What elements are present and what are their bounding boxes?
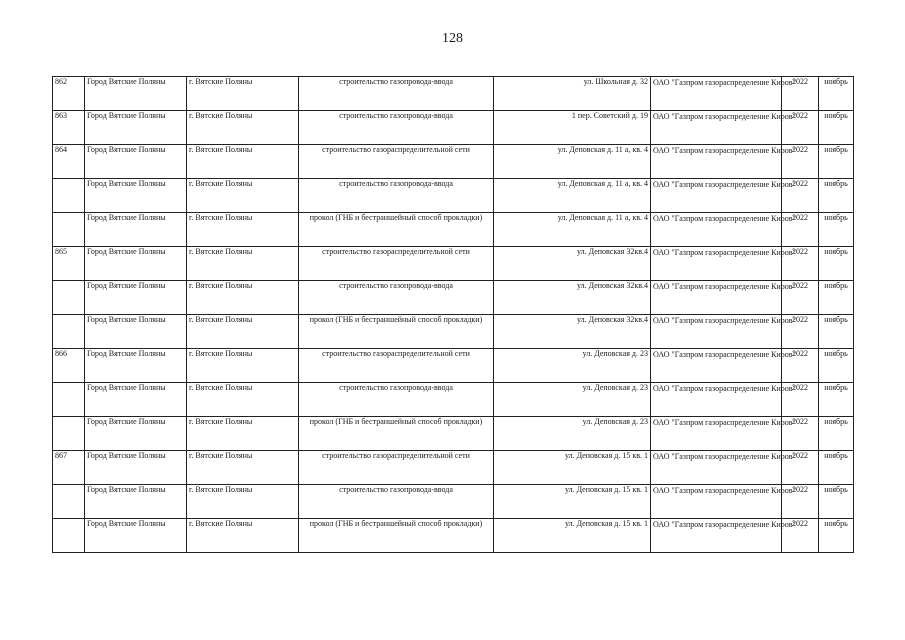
address-cell: ул. Деповская д. 11 а, кв. 4 xyxy=(494,179,651,213)
organization-cell: ОАО "Газпром газораспределение Киров" xyxy=(651,485,782,519)
page-number: 128 xyxy=(442,31,463,46)
settlement-cell: г. Вятские Поляны xyxy=(187,77,299,111)
address-cell: ул. Деповская д. 15 кв. 1 xyxy=(494,485,651,519)
work-type-cell: строительство газопровода-ввода xyxy=(299,111,494,145)
municipality-cell: Город Вятские Поляны xyxy=(85,281,187,315)
municipality-cell: Город Вятские Поляны xyxy=(85,315,187,349)
table-row xyxy=(53,485,854,519)
settlement-cell: г. Вятские Поляны xyxy=(187,145,299,179)
organization-cell: ОАО "Газпром газораспределение Киров" xyxy=(651,111,782,145)
year-cell: 2022 xyxy=(782,315,819,349)
work-type-cell: строительство газопровода-ввода xyxy=(299,179,494,213)
settlement-cell: г. Вятские Поляны xyxy=(187,281,299,315)
settlement-cell: г. Вятские Поляны xyxy=(187,111,299,145)
year-cell: 2022 xyxy=(782,77,819,111)
month-cell: ноябрь xyxy=(819,383,854,417)
row-number-cell: 865 xyxy=(53,247,85,281)
organization-cell: ОАО "Газпром газораспределение Киров" xyxy=(651,213,782,247)
table-row xyxy=(53,451,854,485)
address-cell: ул. Деповская д. 11 а, кв. 4 xyxy=(494,145,651,179)
work-type-cell: строительство газопровода-ввода xyxy=(299,383,494,417)
organization-cell: ОАО "Газпром газораспределение Киров" xyxy=(651,247,782,281)
work-type-cell: строительство газопровода-ввода xyxy=(299,281,494,315)
work-type-cell: строительство газораспределительной сети xyxy=(299,145,494,179)
municipality-cell: Город Вятские Поляны xyxy=(85,179,187,213)
address-cell: ул. Деповская 32кв.4 xyxy=(494,281,651,315)
work-type-cell: строительство газораспределительной сети xyxy=(299,349,494,383)
month-cell: ноябрь xyxy=(819,451,854,485)
month-cell: ноябрь xyxy=(819,315,854,349)
table-row xyxy=(53,179,854,213)
organization-cell: ОАО "Газпром газораспределение Киров" xyxy=(651,77,782,111)
month-cell: ноябрь xyxy=(819,485,854,519)
table-body xyxy=(53,77,854,553)
row-number-cell: 866 xyxy=(53,349,85,383)
table-row xyxy=(53,111,854,145)
month-cell: ноябрь xyxy=(819,77,854,111)
settlement-cell: г. Вятские Поляны xyxy=(187,179,299,213)
year-cell: 2022 xyxy=(782,247,819,281)
year-cell: 2022 xyxy=(782,281,819,315)
table-row xyxy=(53,417,854,451)
year-cell: 2022 xyxy=(782,485,819,519)
row-number-cell xyxy=(53,281,85,315)
table-row xyxy=(53,77,854,111)
work-type-cell: прокол (ГНБ и бестраншейный способ прокладки) xyxy=(299,519,494,553)
work-type-cell: прокол (ГНБ и бестраншейный способ прокладки) xyxy=(299,315,494,349)
settlement-cell: г. Вятские Поляны xyxy=(187,247,299,281)
municipality-cell: Город Вятские Поляны xyxy=(85,519,187,553)
year-cell: 2022 xyxy=(782,417,819,451)
month-cell: ноябрь xyxy=(819,179,854,213)
row-number-cell xyxy=(53,485,85,519)
settlement-cell: г. Вятские Поляны xyxy=(187,349,299,383)
municipality-cell: Город Вятские Поляны xyxy=(85,451,187,485)
table-row xyxy=(53,383,854,417)
address-cell: ул. Деповская 32кв.4 xyxy=(494,247,651,281)
table-row xyxy=(53,349,854,383)
month-cell: ноябрь xyxy=(819,417,854,451)
row-number-cell xyxy=(53,519,85,553)
settlement-cell: г. Вятские Поляны xyxy=(187,451,299,485)
address-cell: 1 пер. Советский д. 19 xyxy=(494,111,651,145)
row-number-cell: 864 xyxy=(53,145,85,179)
municipality-cell: Город Вятские Поляны xyxy=(85,383,187,417)
municipality-cell: Город Вятские Поляны xyxy=(85,213,187,247)
address-cell: ул. Деповская д. 15 кв. 1 xyxy=(494,451,651,485)
work-type-cell: прокол (ГНБ и бестраншейный способ прокладки) xyxy=(299,213,494,247)
organization-cell: ОАО "Газпром газораспределение Киров" xyxy=(651,519,782,553)
organization-cell: ОАО "Газпром газораспределение Киров" xyxy=(651,281,782,315)
row-number-cell: 863 xyxy=(53,111,85,145)
month-cell: ноябрь xyxy=(819,247,854,281)
settlement-cell: г. Вятские Поляны xyxy=(187,519,299,553)
settlement-cell: г. Вятские Поляны xyxy=(187,383,299,417)
address-cell: ул. Деповская д. 23 xyxy=(494,417,651,451)
month-cell: ноябрь xyxy=(819,519,854,553)
address-cell: ул. Школьная д. 32 xyxy=(494,77,651,111)
year-cell: 2022 xyxy=(782,519,819,553)
row-number-cell xyxy=(53,315,85,349)
row-number-cell: 867 xyxy=(53,451,85,485)
address-cell: ул. Деповская 32кв.4 xyxy=(494,315,651,349)
year-cell: 2022 xyxy=(782,349,819,383)
row-number-cell: 862 xyxy=(53,77,85,111)
month-cell: ноябрь xyxy=(819,281,854,315)
settlement-cell: г. Вятские Поляны xyxy=(187,417,299,451)
month-cell: ноябрь xyxy=(819,349,854,383)
settlement-cell: г. Вятские Поляны xyxy=(187,213,299,247)
year-cell: 2022 xyxy=(782,111,819,145)
row-number-cell xyxy=(53,383,85,417)
organization-cell: ОАО "Газпром газораспределение Киров" xyxy=(651,451,782,485)
table-row xyxy=(53,281,854,315)
organization-cell: ОАО "Газпром газораспределение Киров" xyxy=(651,349,782,383)
work-type-cell: строительство газораспределительной сети xyxy=(299,247,494,281)
organization-cell: ОАО "Газпром газораспределение Киров" xyxy=(651,315,782,349)
table-row xyxy=(53,247,854,281)
year-cell: 2022 xyxy=(782,179,819,213)
year-cell: 2022 xyxy=(782,145,819,179)
table-row xyxy=(53,519,854,553)
row-number-cell xyxy=(53,213,85,247)
organization-cell: ОАО "Газпром газораспределение Киров" xyxy=(651,145,782,179)
address-cell: ул. Деповская д. 23 xyxy=(494,349,651,383)
municipality-cell: Город Вятские Поляны xyxy=(85,247,187,281)
address-cell: ул. Деповская д. 11 а, кв. 4 xyxy=(494,213,651,247)
year-cell: 2022 xyxy=(782,451,819,485)
month-cell: ноябрь xyxy=(819,145,854,179)
table-row xyxy=(53,315,854,349)
organization-cell: ОАО "Газпром газораспределение Киров" xyxy=(651,383,782,417)
municipality-cell: Город Вятские Поляны xyxy=(85,417,187,451)
work-type-cell: строительство газопровода-ввода xyxy=(299,485,494,519)
address-cell: ул. Деповская д. 23 xyxy=(494,383,651,417)
table-row xyxy=(53,145,854,179)
row-number-cell xyxy=(53,179,85,213)
settlement-cell: г. Вятские Поляны xyxy=(187,315,299,349)
municipality-cell: Город Вятские Поляны xyxy=(85,145,187,179)
month-cell: ноябрь xyxy=(819,213,854,247)
month-cell: ноябрь xyxy=(819,111,854,145)
row-number-cell xyxy=(53,417,85,451)
municipality-cell: Город Вятские Поляны xyxy=(85,77,187,111)
municipality-cell: Город Вятские Поляны xyxy=(85,485,187,519)
municipality-cell: Город Вятские Поляны xyxy=(85,111,187,145)
work-type-cell: строительство газопровода-ввода xyxy=(299,77,494,111)
work-type-cell: прокол (ГНБ и бестраншейный способ прокладки) xyxy=(299,417,494,451)
address-cell: ул. Деповская д. 15 кв. 1 xyxy=(494,519,651,553)
settlement-cell: г. Вятские Поляны xyxy=(187,485,299,519)
table-row xyxy=(53,213,854,247)
municipality-cell: Город Вятские Поляны xyxy=(85,349,187,383)
work-type-cell: строительство газораспределительной сети xyxy=(299,451,494,485)
organization-cell: ОАО "Газпром газораспределение Киров" xyxy=(651,179,782,213)
organization-cell: ОАО "Газпром газораспределение Киров" xyxy=(651,417,782,451)
gasification-table xyxy=(52,76,854,553)
year-cell: 2022 xyxy=(782,383,819,417)
year-cell: 2022 xyxy=(782,213,819,247)
